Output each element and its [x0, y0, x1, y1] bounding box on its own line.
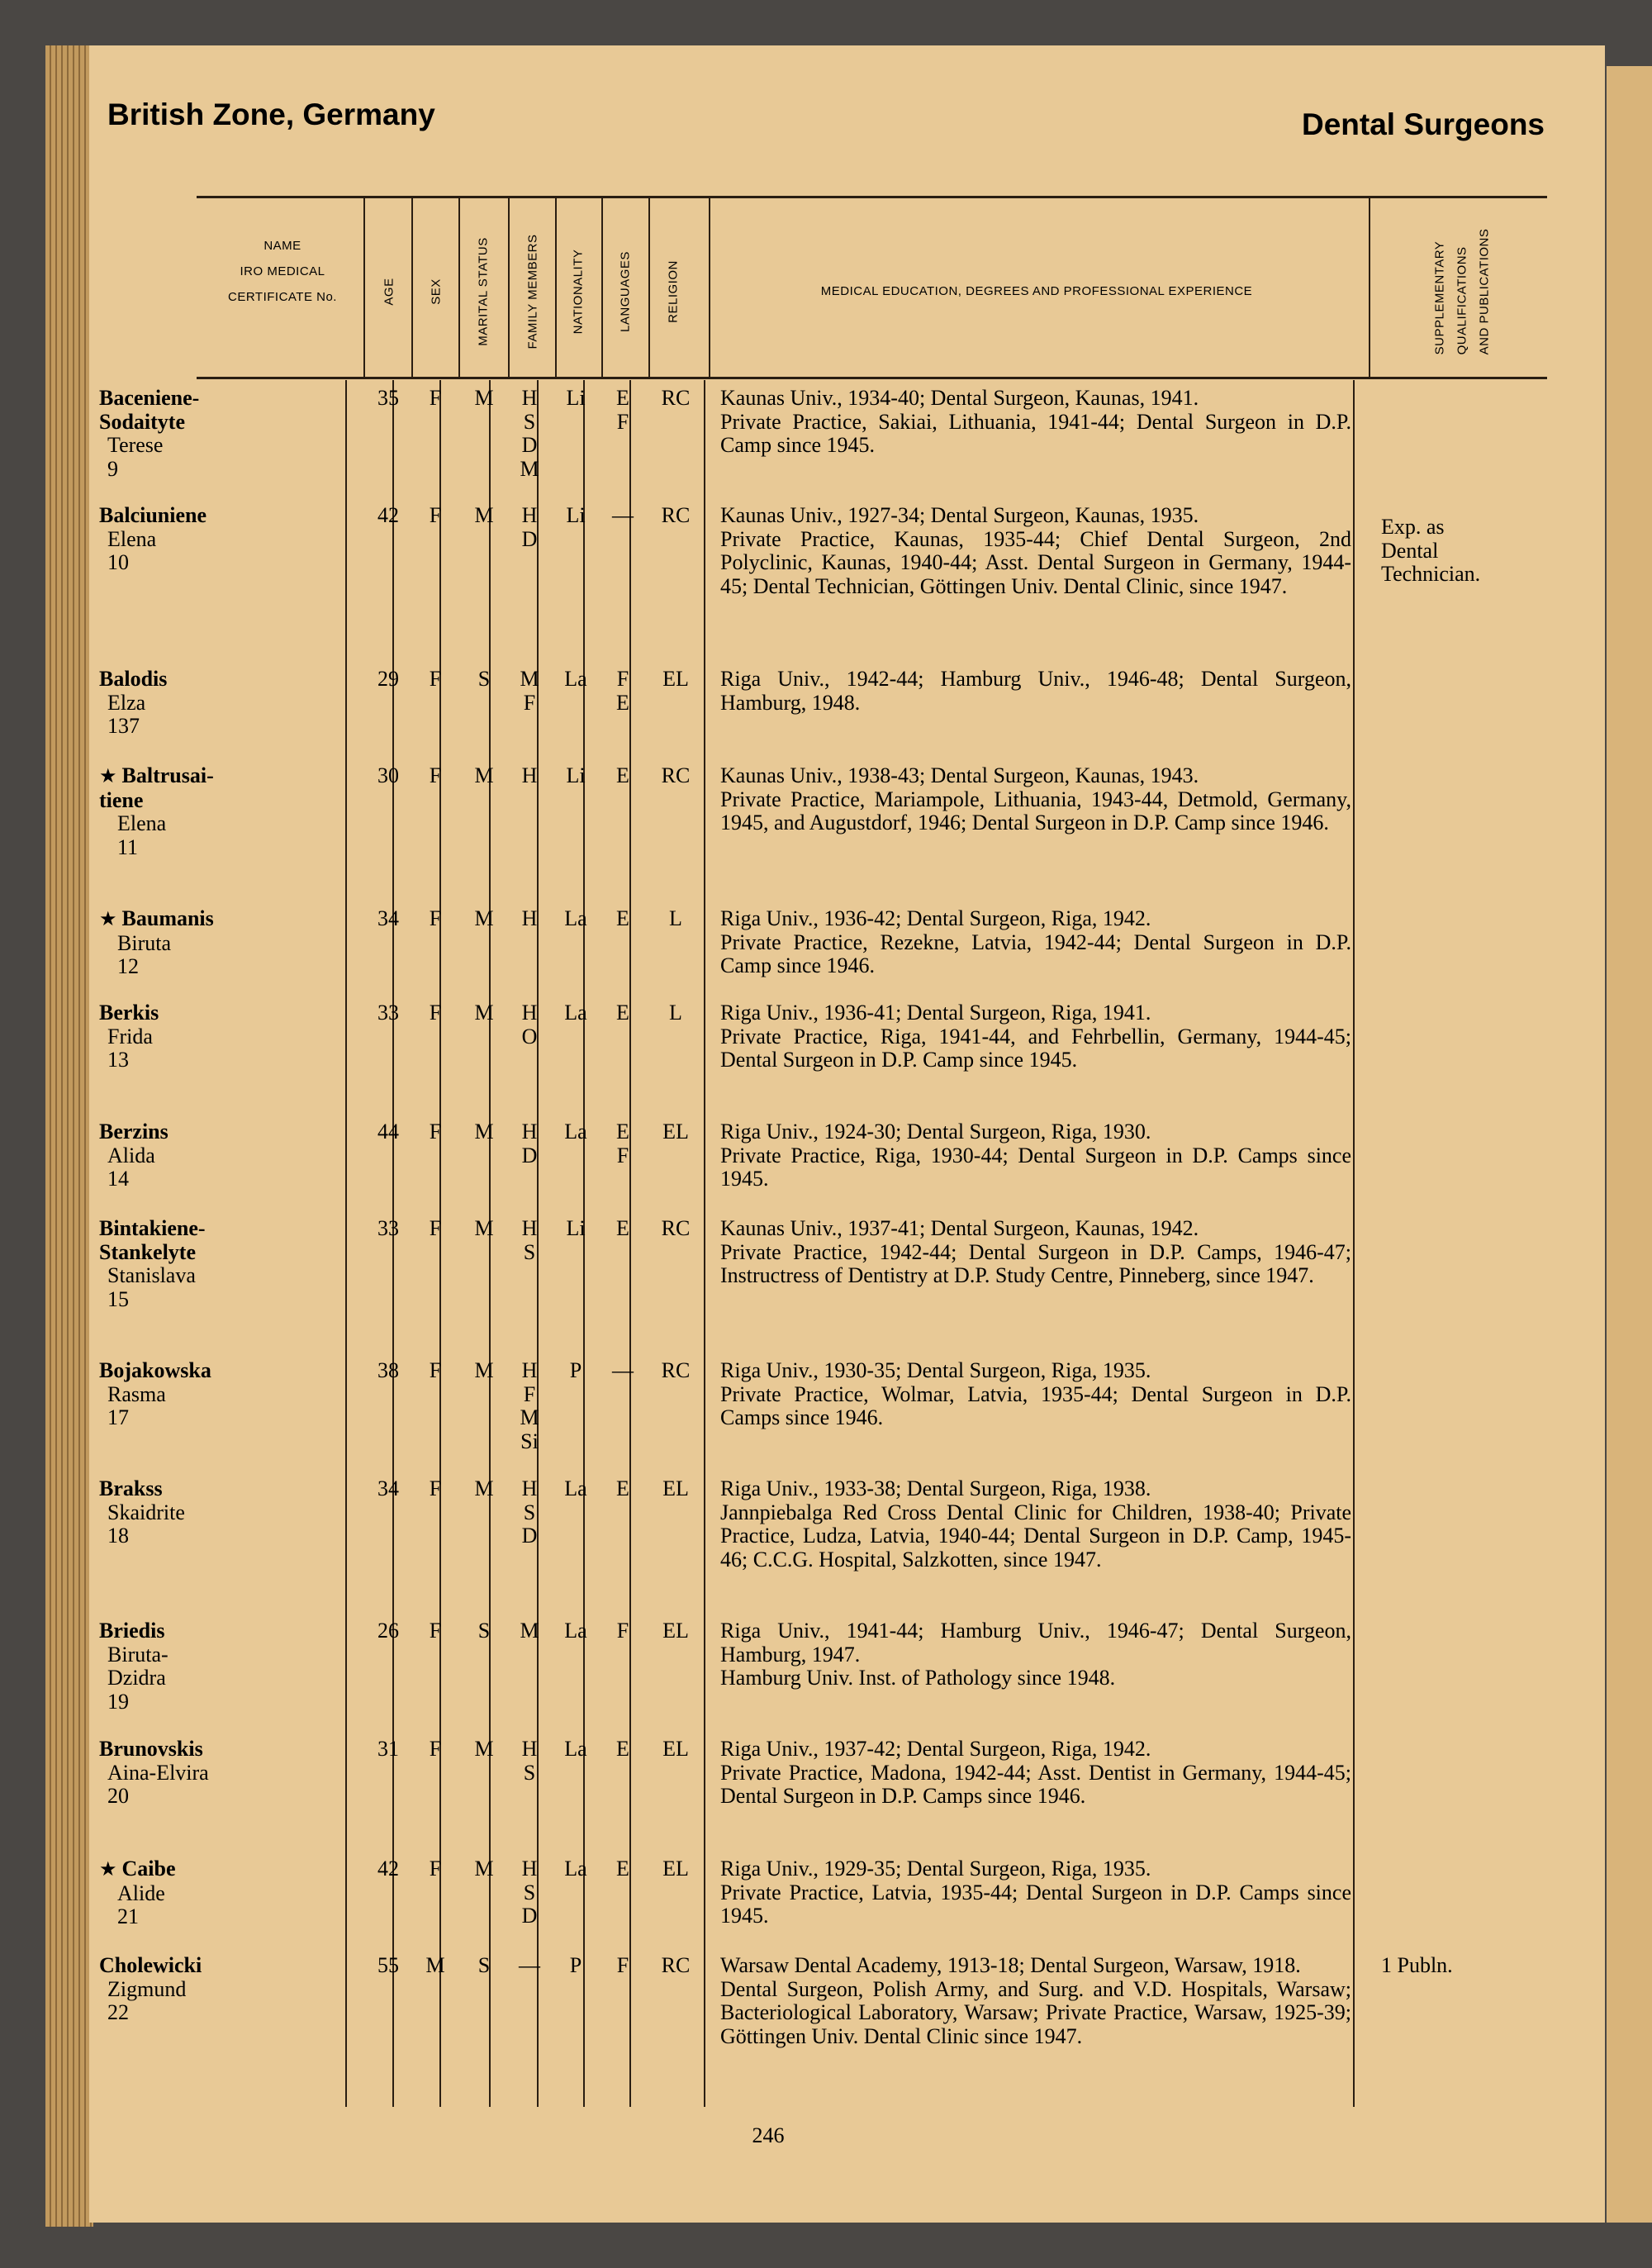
entry-education [720, 1619, 1351, 1690]
entry-religion: EL [662, 1857, 689, 1880]
column-header-age-label: AGE [382, 277, 396, 306]
entry-education-paragraph: Riga Univ., 1942-44; Hamburg Univ., 1946-48; Dental Surgeon, Hamburg, 1948. [720, 667, 1351, 715]
entry-name [99, 907, 347, 979]
entry-marital: M [474, 1001, 494, 1025]
entry-education-paragraph: Private Practice, Riga, 1930-44; Dental Surgeon in D.P. Camps since 1945. [720, 1143, 1351, 1191]
entry-marital: M [474, 1358, 494, 1382]
entry-education [720, 1001, 1351, 1072]
entry-languages [599, 504, 647, 528]
entry-languages [599, 1738, 647, 1762]
entry-marital: M [474, 386, 494, 410]
entry-marital: M [474, 906, 494, 930]
entry-education-paragraph: Jannpiebalga Red Cross Dental Clinic for Children, 1938-40; Private Practice, Ludza, Latvia, 1940-44; Dental Surgeon in D.P. Camp, 1945-46; C.C.G. Hospital, Salzkotten, since 1947. [720, 1500, 1351, 1571]
entry-family-member: F [523, 1381, 536, 1406]
entry-education [720, 764, 1351, 835]
entry-sex: M [425, 1953, 445, 1977]
entry-surname-text: Caibe [121, 1857, 176, 1880]
entry-surname [99, 1954, 347, 1978]
entry-languages [599, 668, 647, 715]
entry-education-paragraph: Riga Univ., 1936-41; Dental Surgeon, Riga, 1941. [720, 1001, 1151, 1025]
entry-cert-number: 19 [107, 1689, 129, 1714]
entry-cert-number: 14 [107, 1167, 129, 1191]
entry-given-name: Aina-Elvira [107, 1760, 209, 1785]
entry-religion: EL [662, 1476, 689, 1500]
entry-cert-number: 21 [117, 1904, 139, 1928]
entry-age: 33 [377, 1001, 399, 1025]
star-icon: ★ [99, 909, 122, 930]
entry-name [99, 1477, 347, 1548]
entry-supplementary-line: Exp. as [1381, 515, 1445, 539]
entry-education-paragraph: Private Practice, Wolmar, Latvia, 1935-44; Dental Surgeon in D.P. Camps since 1946. [720, 1381, 1351, 1429]
column-header-cert-line: CERTIFICATE No. [228, 290, 337, 304]
entry-surname [99, 1001, 347, 1025]
entry-language: — [612, 1358, 634, 1382]
entry-given-name: Stanislava [107, 1263, 196, 1287]
entry-languages [599, 1857, 647, 1881]
entry-family-member: M [520, 1405, 539, 1429]
entry-age: 34 [377, 1476, 399, 1500]
entry-family-member: H [521, 503, 538, 527]
entry-language: E [616, 386, 629, 410]
entry-religion: RC [661, 763, 691, 787]
entry-surname [99, 1359, 347, 1383]
entry-family [506, 1954, 553, 1978]
entry-nationality: Li [566, 503, 586, 527]
entry-sex: F [429, 386, 442, 410]
entry-family-member: M [520, 667, 539, 691]
entry-family-member: S [523, 409, 536, 434]
entry-education-paragraph: Private Practice, Rezekne, Latvia, 1942-44; Dental Surgeon in D.P. Camp since 1946. [720, 930, 1351, 977]
entry-surname [99, 1120, 347, 1144]
entry-age: 42 [377, 1857, 399, 1880]
entry-family-member: H [521, 763, 538, 787]
entry-supplementary-line: Dental [1381, 538, 1439, 563]
entry-surname [99, 1857, 347, 1882]
entry-family-member: M [520, 456, 539, 481]
entry-age: 38 [377, 1358, 399, 1382]
entry-language: E [616, 690, 629, 715]
entry-education [720, 387, 1351, 458]
entry-given-name: Skaidrite [107, 1500, 185, 1524]
entry-marital: M [474, 1737, 494, 1761]
entry-age: 55 [377, 1953, 399, 1977]
column-header-family-label: FAMILY MEMBERS [525, 234, 540, 349]
entry-supplementary-line: 1 Publn. [1381, 1953, 1453, 1977]
entry-surname [99, 504, 347, 528]
entry-sex: F [429, 667, 442, 691]
entry-name [99, 1120, 347, 1191]
entry-language: E [616, 1857, 629, 1880]
entry-surname-text: Baumanis [121, 906, 214, 930]
entry-given-name: Frida [107, 1024, 153, 1048]
entry-nationality: La [564, 667, 587, 691]
entry-sex: F [429, 1619, 442, 1643]
entry-cert-number: 17 [107, 1405, 129, 1429]
entry-family [506, 764, 553, 788]
entry-sex: F [429, 1476, 442, 1500]
entry-name [99, 1217, 347, 1311]
entry-age: 42 [377, 503, 399, 527]
entry-surname [99, 789, 347, 813]
entry-name [99, 1001, 347, 1072]
entry-family-member: H [521, 1120, 538, 1144]
entry-age: 26 [377, 1619, 399, 1643]
entry-family [506, 1001, 553, 1048]
entry-language: E [616, 1216, 629, 1240]
entry-given-name: Elena [117, 811, 167, 835]
entry-languages [599, 1619, 647, 1643]
entry-education-paragraph: Riga Univ., 1937-42; Dental Surgeon, Riga, 1942. [720, 1737, 1151, 1761]
entry-education-paragraph: Riga Univ., 1941-44; Hamburg Univ., 1946-47; Dental Surgeon, Hamburg, 1947. [720, 1619, 1351, 1667]
entry-language: E [616, 763, 629, 787]
entry-supplementary [1381, 516, 1546, 587]
entry-languages [599, 907, 647, 931]
entry-given-name: Zigmund [107, 1976, 187, 2001]
entry-cert-number: 12 [117, 954, 139, 978]
entry-given-name: Biruta [117, 930, 171, 955]
entry-religion: RC [661, 1358, 691, 1382]
entry-marital: M [474, 503, 494, 527]
column-header-cert-line: IRO MEDICAL [240, 264, 325, 278]
entry-sex: F [429, 763, 442, 787]
entry-surname [99, 1477, 347, 1501]
entry-cert-number: 137 [107, 714, 140, 738]
entry-age: 33 [377, 1216, 399, 1240]
entry-family [506, 387, 553, 481]
entry-family [506, 1477, 553, 1548]
entry-given-name: Biruta- [107, 1642, 169, 1667]
entry-family-member: H [521, 1216, 538, 1240]
entry-education-paragraph: Kaunas Univ., 1937-41; Dental Surgeon, Kaunas, 1942. [720, 1216, 1199, 1240]
entry-language: F [616, 1619, 629, 1643]
entry-religion: RC [661, 1953, 691, 1977]
entry-nationality: Li [566, 763, 586, 787]
entry-marital: M [474, 1120, 494, 1144]
entry-surname [99, 907, 347, 932]
entry-marital: S [477, 1619, 491, 1643]
entry-education-paragraph: Kaunas Univ., 1934-40; Dental Surgeon, Kaunas, 1941. [720, 386, 1199, 410]
entry-education [720, 1857, 1351, 1928]
entry-surname [99, 1217, 347, 1241]
entry-name [99, 1857, 347, 1929]
entry-language: E [616, 1001, 629, 1025]
entry-education-paragraph: Riga Univ., 1929-35; Dental Surgeon, Riga, 1935. [720, 1857, 1151, 1880]
entry-education-paragraph: Riga Univ., 1930-35; Dental Surgeon, Riga, 1935. [720, 1358, 1151, 1382]
entry-family-member: D [521, 433, 538, 457]
entry-education-paragraph: Kaunas Univ., 1938-43; Dental Surgeon, Kaunas, 1943. [720, 763, 1199, 787]
entry-religion: EL [662, 1120, 689, 1144]
entry-surname [99, 411, 347, 435]
entry-name [99, 387, 347, 481]
entry-name [99, 1359, 347, 1430]
entry-age: 29 [377, 667, 399, 691]
entry-nationality: La [564, 1737, 587, 1761]
entry-cert-number: 11 [117, 834, 139, 859]
entry-sex: F [429, 1737, 442, 1761]
entry-education [720, 1217, 1351, 1288]
entry-given-name: Elza [107, 690, 146, 715]
entry-education [720, 1120, 1351, 1191]
entry-surname-text: Brunovskis [99, 1737, 203, 1761]
entry-religion: EL [662, 667, 689, 691]
entry-given-name: Dzidra [107, 1666, 166, 1690]
entry-surname [99, 387, 347, 411]
entry-surname-text: Bintakiene- [99, 1216, 206, 1240]
entry-family [506, 1217, 553, 1264]
entry-marital: M [474, 1476, 494, 1500]
column-header-marital-label: MARITAL STATUS [476, 236, 491, 346]
entry-languages [599, 1359, 647, 1383]
entry-name [99, 1619, 347, 1714]
entry-nationality: La [564, 1857, 587, 1880]
entry-family [506, 907, 553, 931]
entry-family-member: H [521, 906, 538, 930]
entry-religion: RC [661, 503, 691, 527]
entry-family-member: D [521, 1524, 538, 1548]
entry-family-member: H [521, 1358, 538, 1382]
entry-family [506, 1120, 553, 1167]
entry-family-member: H [521, 386, 538, 410]
entry-family [506, 504, 553, 551]
entry-language: F [616, 1143, 629, 1167]
entry-family-member: D [521, 1904, 538, 1928]
entry-education [720, 1359, 1351, 1430]
column-header-sex-label: SEX [429, 278, 444, 305]
entry-given-name: Alide [117, 1880, 165, 1905]
entry-family-member: Si [520, 1429, 539, 1453]
entry-name [99, 764, 347, 859]
entry-education-paragraph: Private Practice, Madona, 1942-44; Asst. Dentist in Germany, 1944-45; Dental Surgeon in D.P. Camps since 1946. [720, 1760, 1351, 1808]
entry-nationality: Li [566, 1216, 586, 1240]
entry-family-member: S [523, 1760, 536, 1785]
entry-family-member: M [520, 1619, 539, 1643]
entry-language: F [616, 1953, 629, 1977]
entry-education-paragraph: Riga Univ., 1936-42; Dental Surgeon, Riga, 1942. [720, 906, 1151, 930]
entry-family-member: S [523, 1500, 536, 1524]
entry-surname-text: Stankelyte [99, 1239, 196, 1264]
entry-age: 30 [377, 763, 399, 787]
entry-nationality: La [564, 1619, 587, 1643]
entry-sex: F [429, 1216, 442, 1240]
entry-given-name: Alida [107, 1143, 155, 1167]
entry-marital: S [477, 1953, 491, 1977]
entry-sex: F [429, 1857, 442, 1880]
entry-age: 34 [377, 906, 399, 930]
entry-education-paragraph: Riga Univ., 1933-38; Dental Surgeon, Riga, 1938. [720, 1476, 1151, 1500]
entry-surname [99, 1738, 347, 1762]
entry-age: 31 [377, 1737, 399, 1761]
entry-religion: RC [661, 1216, 691, 1240]
entry-marital: M [474, 1857, 494, 1880]
entry-sex: F [429, 1358, 442, 1382]
entry-surname-text: Berzins [99, 1120, 169, 1144]
entry-name [99, 668, 347, 739]
entry-family [506, 668, 553, 715]
entry-education-paragraph: Riga Univ., 1924-30; Dental Surgeon, Riga, 1930. [720, 1120, 1151, 1144]
entry-family [506, 1738, 553, 1785]
entry-education-paragraph: Warsaw Dental Academy, 1913-18; Dental Surgeon, Warsaw, 1918. [720, 1953, 1301, 1977]
column-header-languages-label: LANGUAGES [618, 250, 633, 332]
entry-education-paragraph: Kaunas Univ., 1927-34; Dental Surgeon, Kaunas, 1935. [720, 503, 1199, 527]
entry-family [506, 1619, 553, 1643]
entry-sex: F [429, 1001, 442, 1025]
entry-name [99, 1954, 347, 2025]
entry-surname-text: tiene [99, 787, 144, 812]
entry-education-paragraph: Private Practice, Kaunas, 1935-44; Chief Dental Surgeon, 2nd Polyclinic, Kaunas, 1940-44; Asst. Dental Surgeon in Germany, 1944-45; Dental Technician, Göttingen Univ. Dental Clinic, since 1947. [720, 526, 1351, 598]
entry-name [99, 1738, 347, 1809]
entry-family-member: H [521, 1001, 538, 1025]
entry-education-paragraph: Private Practice, Mariampole, Lithuania, 1943-44, Detmold, Germany, 1945, and Augustdorf, 1946; Dental Surgeon in D.P. Camp since 1946. [720, 787, 1351, 834]
entry-education [720, 668, 1351, 715]
supp-header-line: SUPPLEMENTARY [1432, 240, 1447, 354]
entry-sex: F [429, 503, 442, 527]
entry-language: — [612, 503, 634, 527]
entry-nationality: La [564, 1476, 587, 1500]
entry-education-paragraph: Private Practice, Sakiai, Lithuania, 1941-44; Dental Surgeon in D.P. Camp since 1945. [720, 409, 1351, 457]
entry-family-member: — [519, 1953, 540, 1977]
entry-family [506, 1359, 553, 1453]
entry-religion: EL [662, 1737, 689, 1761]
entry-given-name: Terese [107, 433, 164, 457]
entry-languages [599, 1477, 647, 1501]
entry-surname [99, 1241, 347, 1265]
entry-religion: RC [661, 386, 691, 410]
entry-surname-text: Bojakowska [99, 1358, 211, 1382]
entry-surname-text: Balodis [99, 667, 168, 691]
entry-languages [599, 1120, 647, 1167]
entry-cert-number: 9 [107, 456, 118, 481]
entry-family-member: S [523, 1239, 536, 1264]
entry-languages [599, 1001, 647, 1025]
entry-marital: M [474, 1216, 494, 1240]
entry-marital: M [474, 763, 494, 787]
column-header-religion-label: RELIGION [666, 259, 681, 323]
entry-education [720, 504, 1351, 598]
entry-sex: F [429, 1120, 442, 1144]
entry-education [720, 1954, 1351, 2048]
entry-surname-text: Balciuniene [99, 503, 207, 527]
entry-nationality: P [569, 1358, 582, 1382]
entry-education-paragraph: Hamburg Univ. Inst. of Pathology since 1948. [720, 1666, 1116, 1690]
entry-language: E [616, 906, 629, 930]
entry-given-name: Elena [107, 526, 157, 551]
entry-nationality: La [564, 1001, 587, 1025]
entry-supplementary-line: Technician. [1381, 562, 1481, 586]
star-icon: ★ [99, 766, 122, 787]
entry-cert-number: 20 [107, 1784, 129, 1808]
entry-surname-text: Baceniene- [99, 386, 200, 410]
entry-family-member: O [521, 1024, 538, 1048]
entry-language: F [616, 409, 629, 434]
entry-family-member: D [521, 526, 538, 551]
entry-language: E [616, 1120, 629, 1144]
entry-nationality: La [564, 906, 587, 930]
entry-education-paragraph: Private Practice, Latvia, 1935-44; Dental Surgeon in D.P. Camps since 1945. [720, 1880, 1351, 1928]
entry-age: 35 [377, 386, 399, 410]
running-header-left: British Zone, Germany [107, 97, 435, 131]
entry-supplementary [1381, 1954, 1546, 1978]
supp-header-line: AND PUBLICATIONS [1477, 228, 1492, 354]
entry-cert-number: 13 [107, 1048, 129, 1072]
entry-cert-number: 15 [107, 1286, 129, 1311]
entry-sex: F [429, 906, 442, 930]
entry-surname-text: Berkis [99, 1001, 159, 1025]
star-icon: ★ [99, 1859, 122, 1880]
entry-cert-number: 22 [107, 2000, 129, 2024]
entry-family-member: H [521, 1476, 538, 1500]
column-header-education: MEDICAL EDUCATION, DEGREES AND PROFESSIONAL EXPERIENCE [820, 284, 1253, 298]
entry-cert-number: 10 [107, 550, 129, 574]
entry-languages [599, 387, 647, 434]
entry-nationality: La [564, 1120, 587, 1144]
entry-name [99, 504, 347, 575]
entry-surname-text: Sodaityte [99, 409, 185, 434]
entry-education-paragraph: Private Practice, Riga, 1941-44, and Fehrbellin, Germany, 1944-45; Dental Surgeon in D.P. Camp since 1945. [720, 1024, 1351, 1072]
entry-surname [99, 668, 347, 692]
entry-family [506, 1857, 553, 1928]
column-header-name-line: NAME [263, 239, 301, 253]
entry-religion: L [669, 1001, 682, 1025]
entry-marital: S [477, 667, 491, 691]
entry-family-member: F [523, 690, 536, 715]
entry-education [720, 1738, 1351, 1809]
entry-language: E [616, 1476, 629, 1500]
entry-family-member: S [523, 1880, 536, 1904]
entry-surname-text: Brakss [99, 1476, 163, 1500]
entry-religion: EL [662, 1619, 689, 1643]
supp-header-line: QUALIFICATIONS [1455, 245, 1469, 354]
entry-languages [599, 1954, 647, 1978]
entry-religion: L [669, 906, 682, 930]
entry-language: F [616, 667, 629, 691]
entry-family-member: D [521, 1143, 538, 1167]
entry-age: 44 [377, 1120, 399, 1144]
entry-education [720, 1477, 1351, 1571]
entry-surname [99, 1619, 347, 1643]
entry-given-name: Rasma [107, 1381, 166, 1406]
running-header-right: Dental Surgeons [1302, 107, 1545, 141]
entry-education-paragraph: Private Practice, 1942-44; Dental Surgeon in D.P. Camps, 1946-47; Instructress of Dentistry at D.P. Study Centre, Pinneberg, since 1947. [720, 1239, 1351, 1287]
entry-education-paragraph: Dental Surgeon, Polish Army, and Surg. and V.D. Hospitals, Warsaw; Bacteriological Laboratory, Warsaw; Private Practice, Warsaw, 1925-39; Göttingen Univ. Dental Clinic since 1947. [720, 1976, 1351, 2048]
entry-surname [99, 764, 347, 789]
entry-language: E [616, 1737, 629, 1761]
page-number: 246 [752, 2123, 785, 2147]
entry-surname-text: Cholewicki [99, 1953, 202, 1977]
entry-nationality: P [569, 1953, 582, 1977]
column-header-nationality-label: NATIONALITY [571, 249, 586, 334]
entry-family-member: H [521, 1737, 538, 1761]
entry-family-member: H [521, 1857, 538, 1880]
entry-surname-text: Briedis [99, 1619, 165, 1643]
entry-languages [599, 764, 647, 788]
entry-nationality: Li [566, 386, 586, 410]
entry-education [720, 907, 1351, 978]
entry-languages [599, 1217, 647, 1241]
entry-cert-number: 18 [107, 1524, 129, 1548]
entry-surname-text: Baltrusai- [121, 763, 214, 787]
